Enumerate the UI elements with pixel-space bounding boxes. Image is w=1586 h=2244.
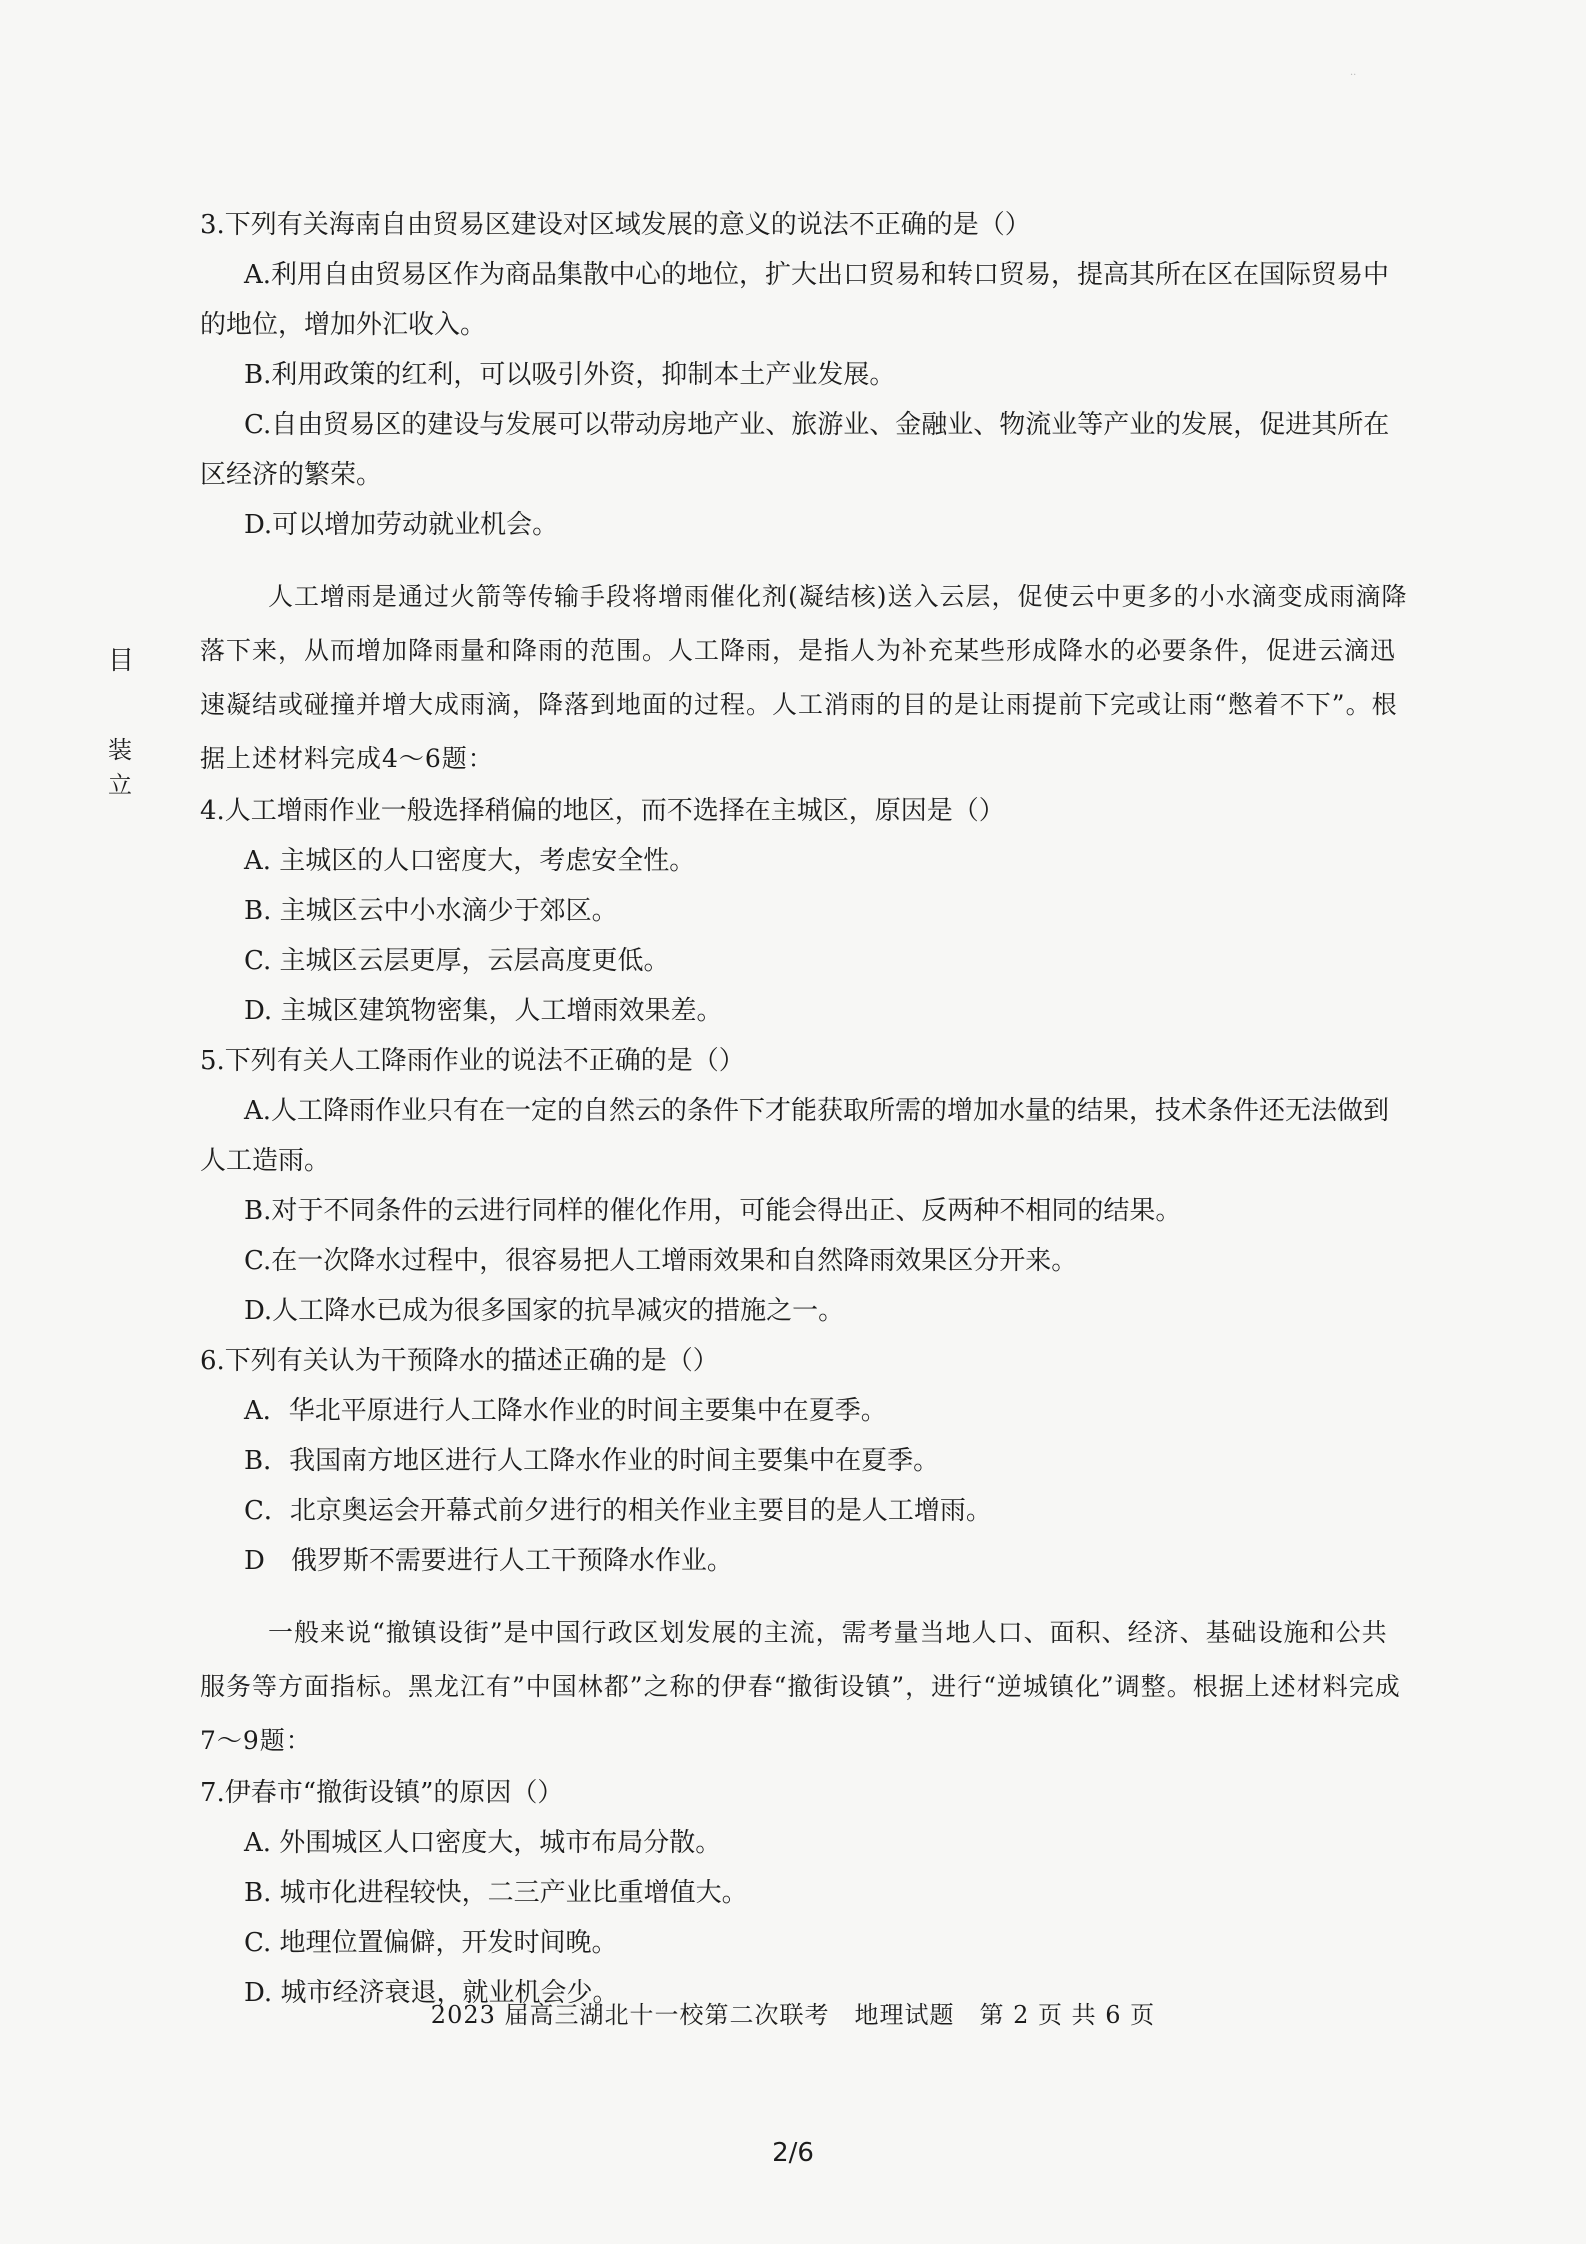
question-3-option-c: C.自由贸易区的建设与发展可以带动房地产业、旅游业、金融业、物流业等产业的发展，促进其所在区经济的繁荣。 (200, 410, 1390, 490)
question-5-option-b: B.对于不同条件的云进行同样的催化作用，可能会得出正、反两种不相同的结果。 (244, 1196, 1182, 1226)
passage-yichun: 一般来说“撤镇设街”是中国行政区划发展的主流，需考量当地人口、面积、经济、基础设施和公共服务等方面指标。黑龙江有”中国林都”之称的伊春“撤街设镇”，进行“逆城镇化”调整。根据上述材料完成7～9题： (200, 1618, 1401, 1755)
question-3-option-d: D.可以增加劳动就业机会。 (244, 510, 559, 540)
question-4-option-c: C. 主城区云层更厚，云层高度更低。 (244, 946, 670, 976)
question-7-option-d: D. 城市经济衰退，就业机会少。 (244, 1978, 619, 2008)
question-7-option-c: C. 地理位置偏僻，开发时间晚。 (244, 1928, 618, 1958)
question-5 (200, 1036, 1410, 1336)
question-3-option-a: A.利用自由贸易区作为商品集散中心的地位，扩大出口贸易和转口贸易，提高其所在区在国际贸易中的地位，增加外汇收入。 (200, 260, 1390, 340)
exam-footer-title: 2023 届高三湖北十一校第二次联考 地理试题 第 2 页 共 6 页 (430, 2001, 1156, 2029)
page-corner-mark: ·· (1350, 70, 1357, 81)
question-3-stem: 3.下列有关海南自由贸易区建设对区域发展的意义的说法不正确的是（） (200, 210, 1031, 240)
page-number: 2/6 (772, 2138, 814, 2168)
question-6 (200, 1336, 1410, 1586)
passage-artificial-rain: 人工增雨是通过火箭等传输手段将增雨催化剂(凝结核)送入云层，促使云中更多的小水滴变成雨滴降落下来，从而增加降雨量和降雨的范围。人工降雨，是指人为补充某些形成降水的必要条件，促进云滴迅速凝结或碰撞并增大成雨滴，降落到地面的过程。人工消雨的目的是让雨提前下完或让雨“憋着不下”。根据上述材料完成4～6题： (200, 582, 1408, 773)
question-5-option-c: C.在一次降水过程中，很容易把人工增雨效果和自然降雨效果区分开来。 (244, 1246, 1078, 1276)
question-6-option-c: C．北京奥运会开幕式前夕进行的相关作业主要目的是人工增雨。 (244, 1496, 992, 1526)
question-3 (200, 200, 1410, 550)
question-6-option-a: A．华北平原进行人工降水作业的时间主要集中在夏季。 (244, 1396, 887, 1426)
question-4-option-d: D. 主城区建筑物密集，人工增雨效果差。 (244, 996, 723, 1026)
question-7-stem: 7.伊春市“撤街设镇”的原因（） (200, 1778, 564, 1808)
question-4-option-a: A. 主城区的人口密度大，考虑安全性。 (244, 846, 696, 876)
question-5-option-d: D.人工降水已成为很多国家的抗旱减灾的措施之一。 (244, 1296, 845, 1326)
exam-content (200, 200, 1410, 2018)
question-7-option-a: A. 外围城区人口密度大，城市布局分散。 (244, 1828, 722, 1858)
question-5-stem: 5.下列有关人工降雨作业的说法不正确的是（） (200, 1046, 745, 1076)
question-3-option-b: B.利用政策的红利，可以吸引外资，抑制本土产业发展。 (244, 360, 896, 390)
question-7-option-b: B. 城市化进程较快，二三产业比重增值大。 (244, 1878, 748, 1908)
margin-mark-1: 目 (108, 646, 135, 676)
question-4-stem: 4.人工增雨作业一般选择稍偏的地区，而不选择在主城区，原因是（） (200, 796, 1005, 826)
question-6-option-d: D 俄罗斯不需要进行人工干预降水作业。 (244, 1546, 733, 1576)
question-7 (200, 1768, 1410, 2018)
question-6-stem: 6.下列有关认为干预降水的描述正确的是（） (200, 1346, 719, 1376)
question-6-option-b: B．我国南方地区进行人工降水作业的时间主要集中在夏季。 (244, 1446, 940, 1476)
question-4-option-b: B. 主城区云中小水滴少于郊区。 (244, 896, 618, 926)
question-5-option-a: A.人工降雨作业只有在一定的自然云的条件下才能获取所需的增加水量的结果，技术条件还无法做到人工造雨。 (200, 1096, 1390, 1176)
question-4 (200, 786, 1410, 1036)
margin-mark-2: 装 立 (108, 736, 132, 799)
